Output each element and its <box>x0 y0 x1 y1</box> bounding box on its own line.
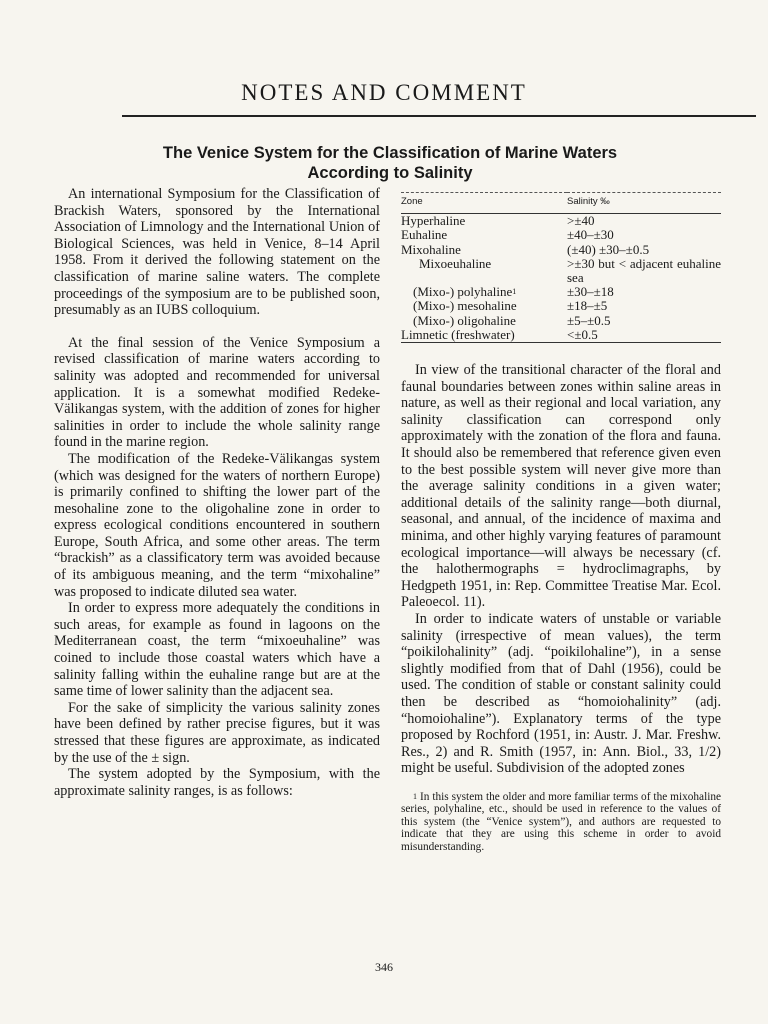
salinity-cell: ±30–±18 <box>567 284 614 300</box>
footnote-mark: 1 <box>413 791 417 801</box>
footnote-mark: 1 <box>512 287 517 297</box>
table-row <box>401 214 721 229</box>
column-header-salinity: Salinity ‰ <box>567 193 721 214</box>
salinity-table <box>401 192 721 343</box>
right-column <box>401 192 721 853</box>
salinity-cell: ±18–±5 <box>567 298 608 314</box>
left-column <box>54 186 380 799</box>
zone-cell: Hyperhaline <box>401 213 466 229</box>
salinity-cell: (±40) ±30–±0.5 <box>567 241 650 257</box>
salinity-cell: ±5–±0.5 <box>567 312 611 328</box>
salinity-cell: ±40–±30 <box>567 227 614 243</box>
zone-cell: (Mixo-) mesohaline <box>413 298 517 314</box>
zone-cell: Limnetic (freshwater) <box>401 328 567 343</box>
table-row <box>401 314 721 328</box>
paragraph: The system adopted by the Symposium, with the approximate salinity ranges, is as follows: <box>54 766 380 799</box>
zone-cell: Mixohaline <box>401 241 461 257</box>
paragraph: In order to indicate waters of unstable or variable salinity (irrespective of mean values), the term “poikilohalinity” (adj. “poikilohaline”), in a sense slightly modified from that of Dahl (1956), could be used. The condition of stable or constant salinity could then be described as “homoiohalinity” (adj. “homoiohaline”). Explanatory terms of the type proposed by Rochford (1951, in: Austr. J. Mar. Freshw. Res., 2) and R. Smith (1957, in: Ann. Biol., 33, 1/2) might be useful. Subdivision of the adopted zones <box>401 610 721 777</box>
title-line-2: According to Salinity <box>307 164 473 182</box>
salinity-cell: >±30 but < adjacent euhaline sea <box>567 255 721 286</box>
table-row <box>401 285 721 299</box>
paragraph: For the sake of simplicity the various salinity zones have been defined by rather precise figures, but it was stressed that these figures are approximate, as indicated by the use of the ± sign. <box>54 699 380 766</box>
zone-label: (Mixo-) polyhaline <box>413 284 513 300</box>
zone-cell: (Mixo-) oligohaline <box>413 312 516 328</box>
zone-cell: Mixoeuhaline <box>419 255 492 271</box>
salinity-cell: >±40 <box>567 213 595 229</box>
title-line-1: The Venice System for the Classification of Marine Waters <box>162 144 618 162</box>
column-header-zone: Zone <box>401 193 567 214</box>
page-number: 346 <box>375 960 393 974</box>
zone-cell <box>401 285 567 299</box>
footnote <box>401 791 721 853</box>
paragraph: In view of the transitional character of the floral and faunal boundaries between zones within saline areas in nature, as well as their regional and local variation, any salinity classification can correspond only approximately with the zonation of the flora and fauna. It should also be remembered that reference given even to the best possible system will never give more than the average salinity conditions in a given water; additional details of the salinity range—both diurnal, seasonal, and annual, of the incidence of maxima and minima, and other highly varying features of paramount ecological importance—will always be necessary (cf. the halothermographs = hydroclimagraphs, by Hedgpeth 1951, in: Rep. Committee Treatise Mar. Ecol. Paleoecol. 11). <box>401 362 721 611</box>
paragraph: An international Symposium for the Classification of Brackish Waters, sponsored by the International Association of Limnology and the International Union of Biological Sciences, was held in Venice, 8–14 April 1958. From it derived the following statement on the classification of marine saline waters. The complete proceedings of the symposium are to be published soon, presumably as an IUBS colloquium. <box>54 186 380 319</box>
table-row <box>401 228 721 242</box>
paragraph: At the final session of the Venice Symposium a revised classification of marine waters according to salinity was adopted and recommended for universal application. It is a somewhat modified Redeke-Välikangas system, with the addition of zones for higher salinities in order to include the whole salinity range found in the marine region. <box>54 334 380 451</box>
table-row <box>401 299 721 313</box>
salinity-cell: <±0.5 <box>567 328 721 343</box>
header-rule <box>122 115 756 117</box>
paragraph: The modification of the Redeke-Välikangas system (which was designed for the waters of northern Europe) is primarily confined to shifting the lower part of the mesohaline zone to the oligohaline zone in order to express ecological conditions encountered in southern Europe, South Africa, and some other areas. The term “brackish” as a classificatory term was avoided because of its ambiguous meaning, and the term “mixohaline” was proposed to indicate diluted sea water. <box>54 450 380 600</box>
paragraph: In order to express more adequately the conditions in such areas, for example as found in lagoons on the Mediterranean coast, the term “mixoeuhaline” was coined to include those coastal waters which have a salinity falling within the euhaline range but are at the same time of lower salinity than the adjacent sea. <box>54 600 380 700</box>
section-header: NOTES AND COMMENT <box>241 80 527 105</box>
table-row <box>401 257 721 285</box>
article-title <box>100 143 680 183</box>
table-row <box>401 328 721 343</box>
footnote-text: In this system the older and more familiar terms of the mixohaline series, polyhaline, etc., should be used in reference to the values of this system (the “Venice system”), and authors are requested to indicate that they are using this scheme in order to avoid misunderstanding. <box>401 790 722 853</box>
zone-cell: Euhaline <box>401 227 448 243</box>
table-row <box>401 243 721 257</box>
